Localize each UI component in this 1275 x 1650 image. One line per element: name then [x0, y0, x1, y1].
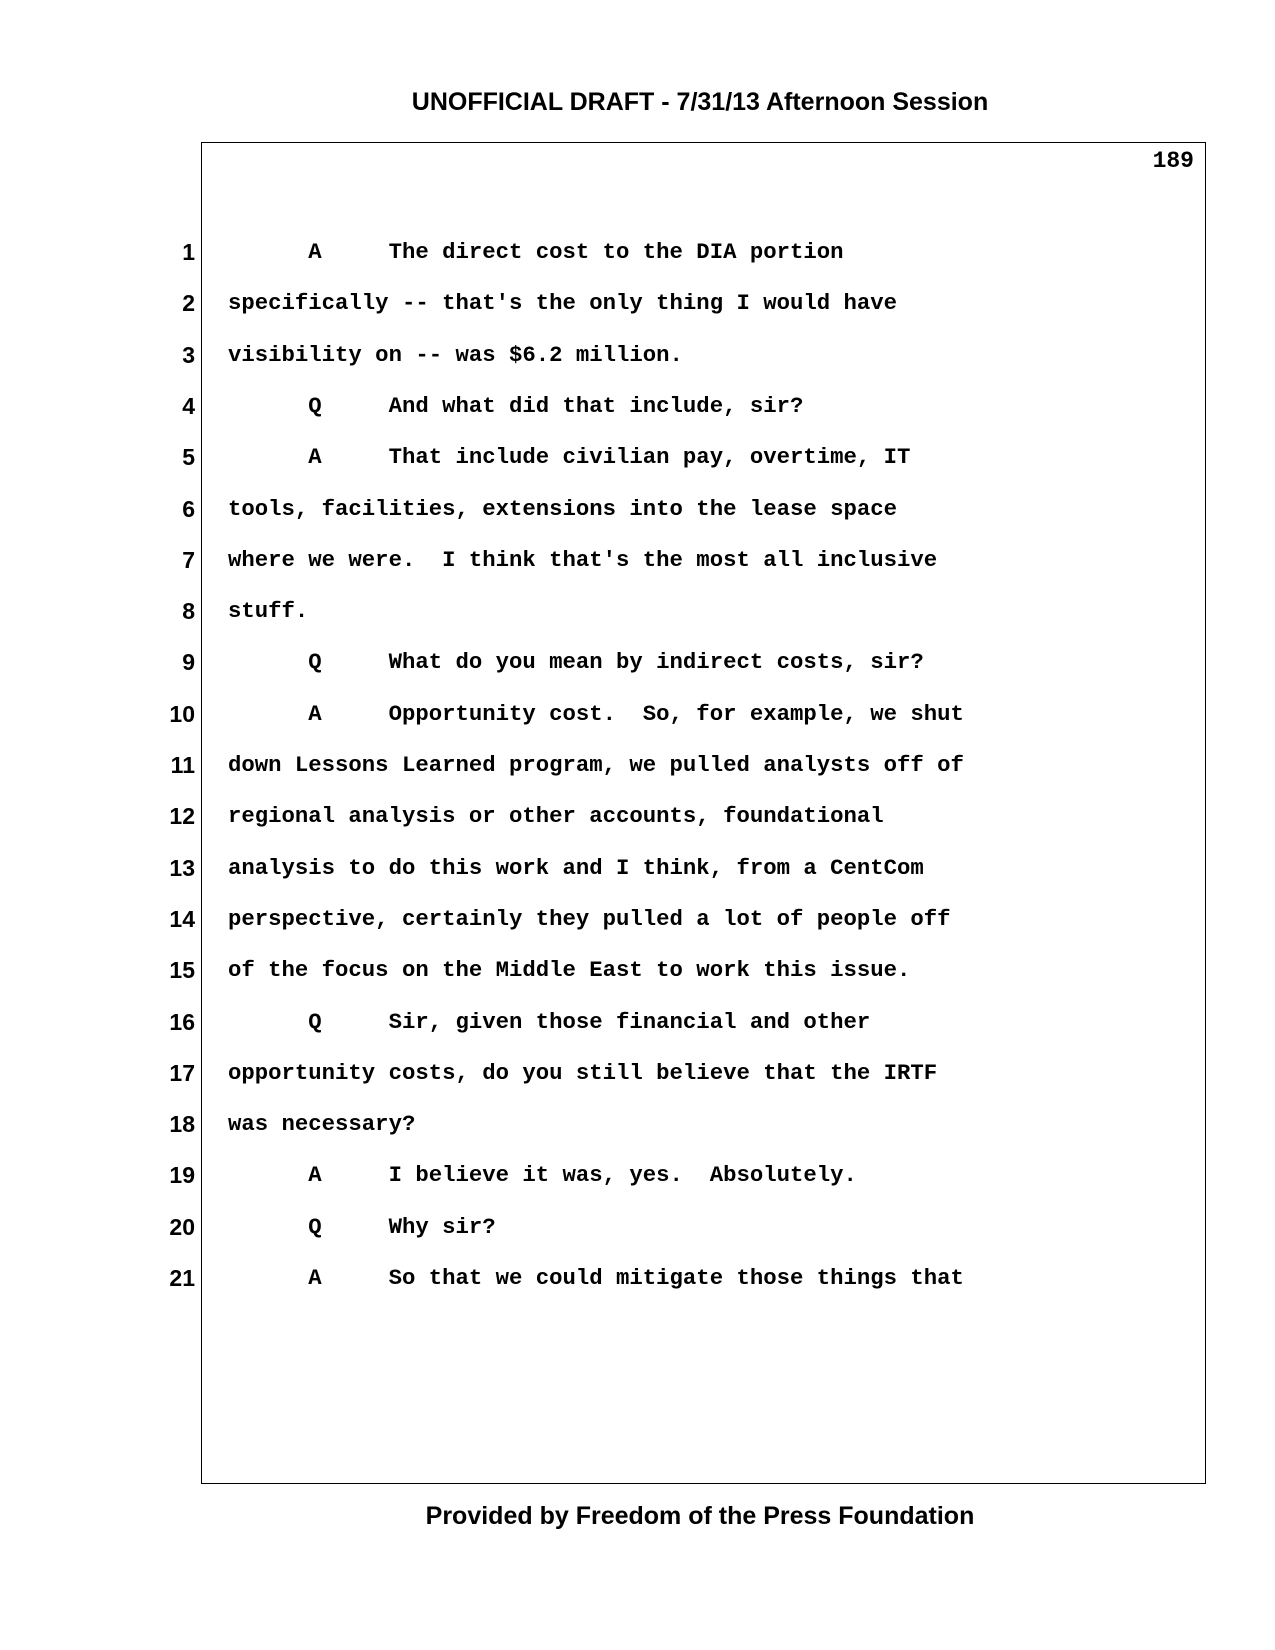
line-number: 10 [169, 700, 195, 727]
line-number: 12 [169, 803, 195, 830]
line-number: 3 [182, 341, 195, 368]
transcript-line [0, 750, 1275, 790]
line-text: A So that we could mitigate those things that [228, 1265, 964, 1291]
transcript-line [0, 442, 1275, 482]
transcript-line [0, 1263, 1275, 1303]
transcript-line [0, 391, 1275, 431]
transcript-line [0, 1007, 1275, 1047]
transcript-line [0, 596, 1275, 636]
line-text: perspective, certainly they pulled a lot of people off [228, 905, 951, 932]
line-text: Q Why sir? [228, 1213, 496, 1240]
transcript-line [0, 1109, 1275, 1149]
line-number: 20 [169, 1213, 195, 1240]
transcript-line [0, 1160, 1275, 1200]
transcript-line [0, 237, 1275, 277]
transcript-line [0, 545, 1275, 585]
line-number: 1 [182, 239, 195, 265]
transcript-line [0, 699, 1275, 739]
line-number: 21 [169, 1265, 195, 1291]
line-number: 19 [169, 1162, 195, 1189]
line-number: 5 [182, 444, 195, 471]
line-number: 9 [182, 649, 195, 676]
line-number: 4 [182, 392, 195, 419]
transcript-line [0, 801, 1275, 841]
line-text: A I believe it was, yes. Absolutely. [228, 1162, 857, 1189]
line-number: 18 [169, 1111, 195, 1138]
page-header: UNOFFICIAL DRAFT - 7/31/13 Afternoon Session [411, 88, 989, 116]
line-text: Q And what did that include, sir? [228, 392, 804, 419]
transcript-line [0, 494, 1275, 534]
line-text: down Lessons Learned program, we pulled analysts off of [228, 752, 964, 778]
line-text: regional analysis or other accounts, foundational [228, 803, 884, 830]
line-text: was necessary? [228, 1111, 416, 1138]
transcript-line [0, 288, 1275, 328]
line-text: stuff. [228, 598, 309, 625]
line-number: 15 [169, 957, 195, 984]
line-number: 6 [182, 495, 195, 522]
line-text: Q Sir, given those financial and other [228, 1008, 871, 1035]
transcript-line [0, 955, 1275, 995]
line-number: 7 [182, 546, 195, 573]
line-text: specifically -- that's the only thing I would have [228, 290, 898, 317]
transcript-line [0, 1212, 1275, 1252]
transcript-line [0, 340, 1275, 380]
line-number: 13 [169, 854, 195, 881]
line-number: 14 [169, 905, 195, 932]
line-text: tools, facilities, extensions into the lease space [228, 495, 898, 522]
transcript-line [0, 647, 1275, 687]
transcript-line [0, 904, 1275, 944]
line-text: visibility on -- was $6.2 million. [228, 341, 683, 368]
page-number: 189 [1152, 148, 1194, 174]
line-text: opportunity costs, do you still believe that the IRTF [228, 1059, 938, 1086]
line-text: Q What do you mean by indirect costs, sir? [228, 649, 924, 676]
line-text: A The direct cost to the DIA portion [228, 239, 844, 265]
line-number: 8 [182, 598, 195, 625]
line-text: where we were. I think that's the most all inclusive [228, 546, 938, 573]
line-text: A That include civilian pay, overtime, IT [228, 444, 911, 471]
transcript-line [0, 853, 1275, 893]
transcript-line [0, 1058, 1275, 1098]
line-text: analysis to do this work and I think, from a CentCom [228, 854, 924, 881]
line-number: 16 [169, 1008, 195, 1035]
page-footer: Provided by Freedom of the Press Foundation [425, 1502, 975, 1530]
line-text: of the focus on the Middle East to work this issue. [228, 957, 911, 984]
line-number: 17 [169, 1059, 195, 1086]
line-number: 11 [170, 752, 195, 778]
line-number: 2 [182, 290, 195, 317]
line-text: A Opportunity cost. So, for example, we shut [228, 700, 964, 727]
